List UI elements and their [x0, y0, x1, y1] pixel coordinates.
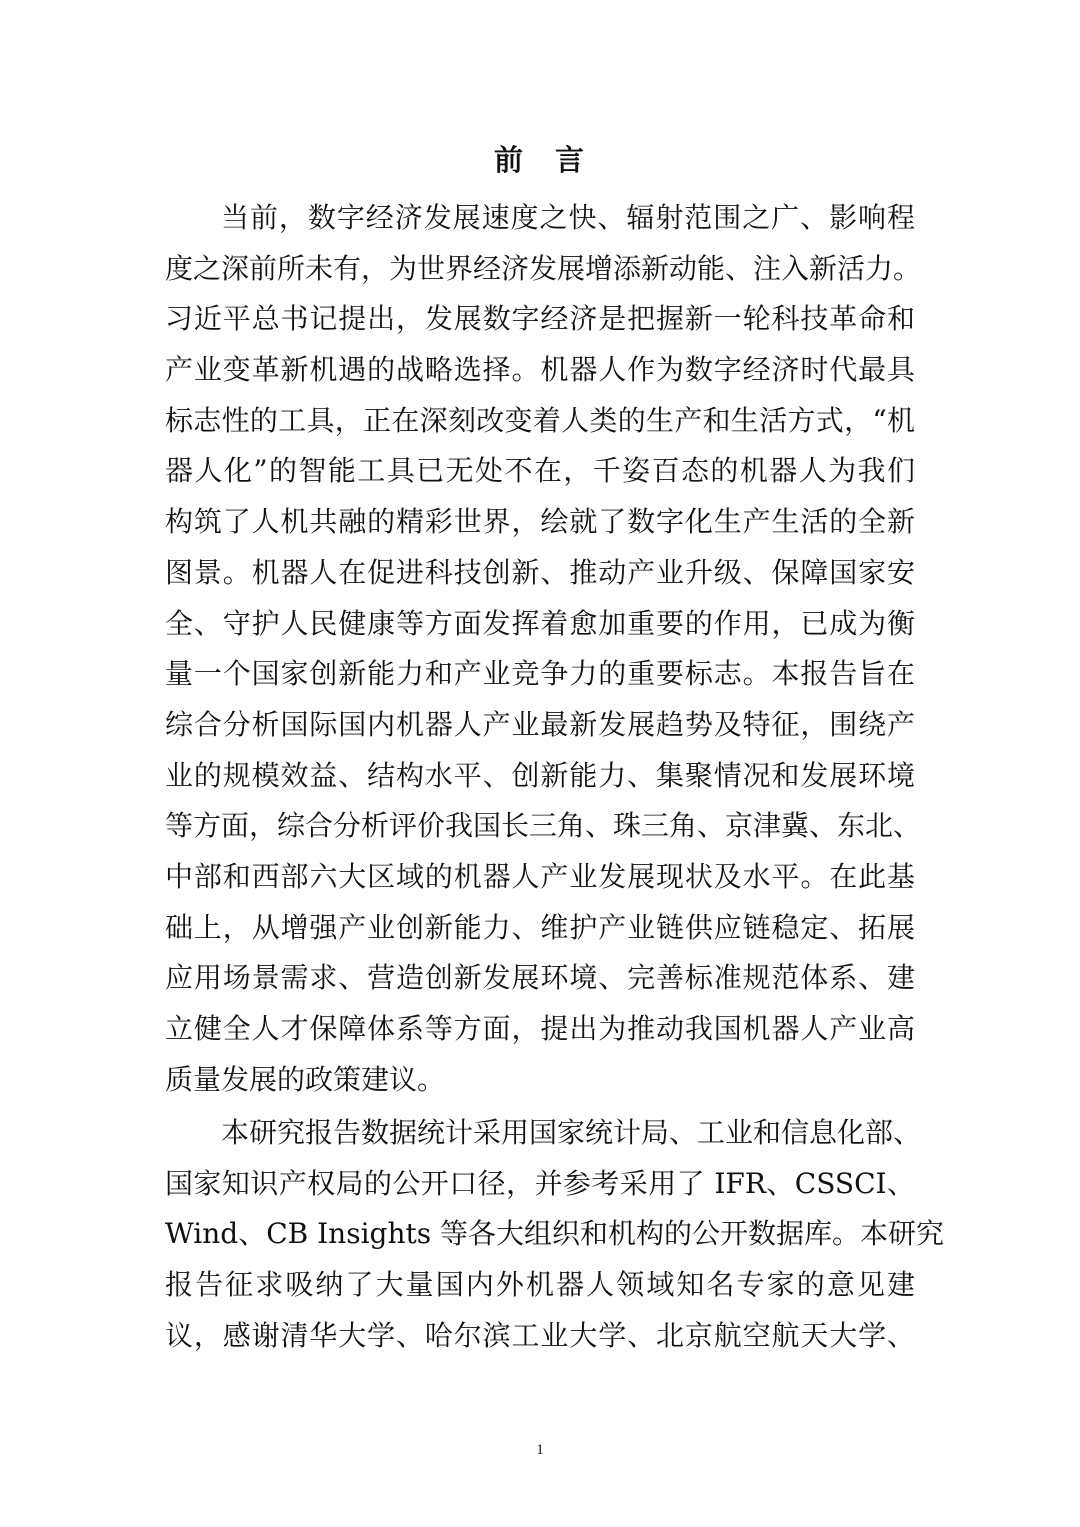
text-line: 中部和西部六大区域的机器人产业发展现状及水平。在此基 — [165, 859, 915, 893]
text-line: 报告征求吸纳了大量国内外机器人领域知名专家的意见建 — [165, 1268, 915, 1302]
text-line: 标志性的工具，正在深刻改变着人类的生产和生活方式，“机 — [165, 403, 915, 437]
text-line: 习近平总书记提出，发展数字经济是把握新一轮科技革命和 — [165, 302, 915, 336]
paragraph-1 — [165, 193, 922, 1105]
title-char-1: 前 — [493, 143, 525, 177]
text-line: 业的规模效益、结构水平、创新能力、集聚情况和发展环境 — [165, 758, 915, 792]
text-line: 国家知识产权局的公开口径，并参考采用了 IFR、CSSCI、 — [165, 1166, 915, 1200]
text-line: 图景。机器人在促进科技创新、推动产业升级、保障国家安 — [165, 555, 915, 589]
text-line: 础上，从增强产业创新能力、维护产业链供应链稳定、拓展 — [165, 910, 915, 944]
text-line: 量一个国家创新能力和产业竞争力的重要标志。本报告旨在 — [165, 657, 915, 691]
page-title — [0, 138, 1080, 182]
text-line: 全、守护人民健康等方面发挥着愈加重要的作用，已成为衡 — [165, 606, 915, 640]
page-number: 1 — [536, 1442, 544, 1458]
paragraph-2 — [165, 1108, 944, 1361]
text-line: 本研究报告数据统计采用国家统计局、工业和信息化部、 — [221, 1116, 922, 1149]
text-line: 等方面，综合分析评价我国长三角、珠三角、京津冀、东北、 — [165, 809, 922, 843]
text-line: 立健全人才保障体系等方面，提出为推动我国机器人产业高 — [165, 1012, 915, 1045]
text-line: 当前，数字经济发展速度之快、辐射范围之广、影响程 — [221, 201, 915, 234]
text-line: 议，感谢清华大学、哈尔滨工业大学、北京航空航天大学、 — [165, 1318, 915, 1352]
title-char-2: 言 — [555, 143, 587, 177]
text-line: 器人化”的智能工具已无处不在，千姿百态的机器人为我们 — [165, 454, 915, 488]
text-line: 度之深前所未有，为世界经济发展增添新动能、注入新活力。 — [165, 251, 922, 285]
text-line: 综合分析国际国内机器人产业最新发展趋势及特征，围绕产 — [165, 707, 915, 741]
text-line: 质量发展的政策建议。 — [165, 1062, 446, 1096]
text-line: 构筑了人机共融的精彩世界，绘就了数字化生产生活的全新 — [165, 505, 915, 539]
text-line: Wind、CB Insights 等各大组织和机构的公开数据库。本研究 — [165, 1217, 944, 1251]
text-line: 应用场景需求、营造创新发展环境、完善标准规范体系、建 — [165, 961, 915, 995]
text-line: 产业变革新机遇的战略选择。机器人作为数字经济时代最具 — [165, 353, 915, 387]
